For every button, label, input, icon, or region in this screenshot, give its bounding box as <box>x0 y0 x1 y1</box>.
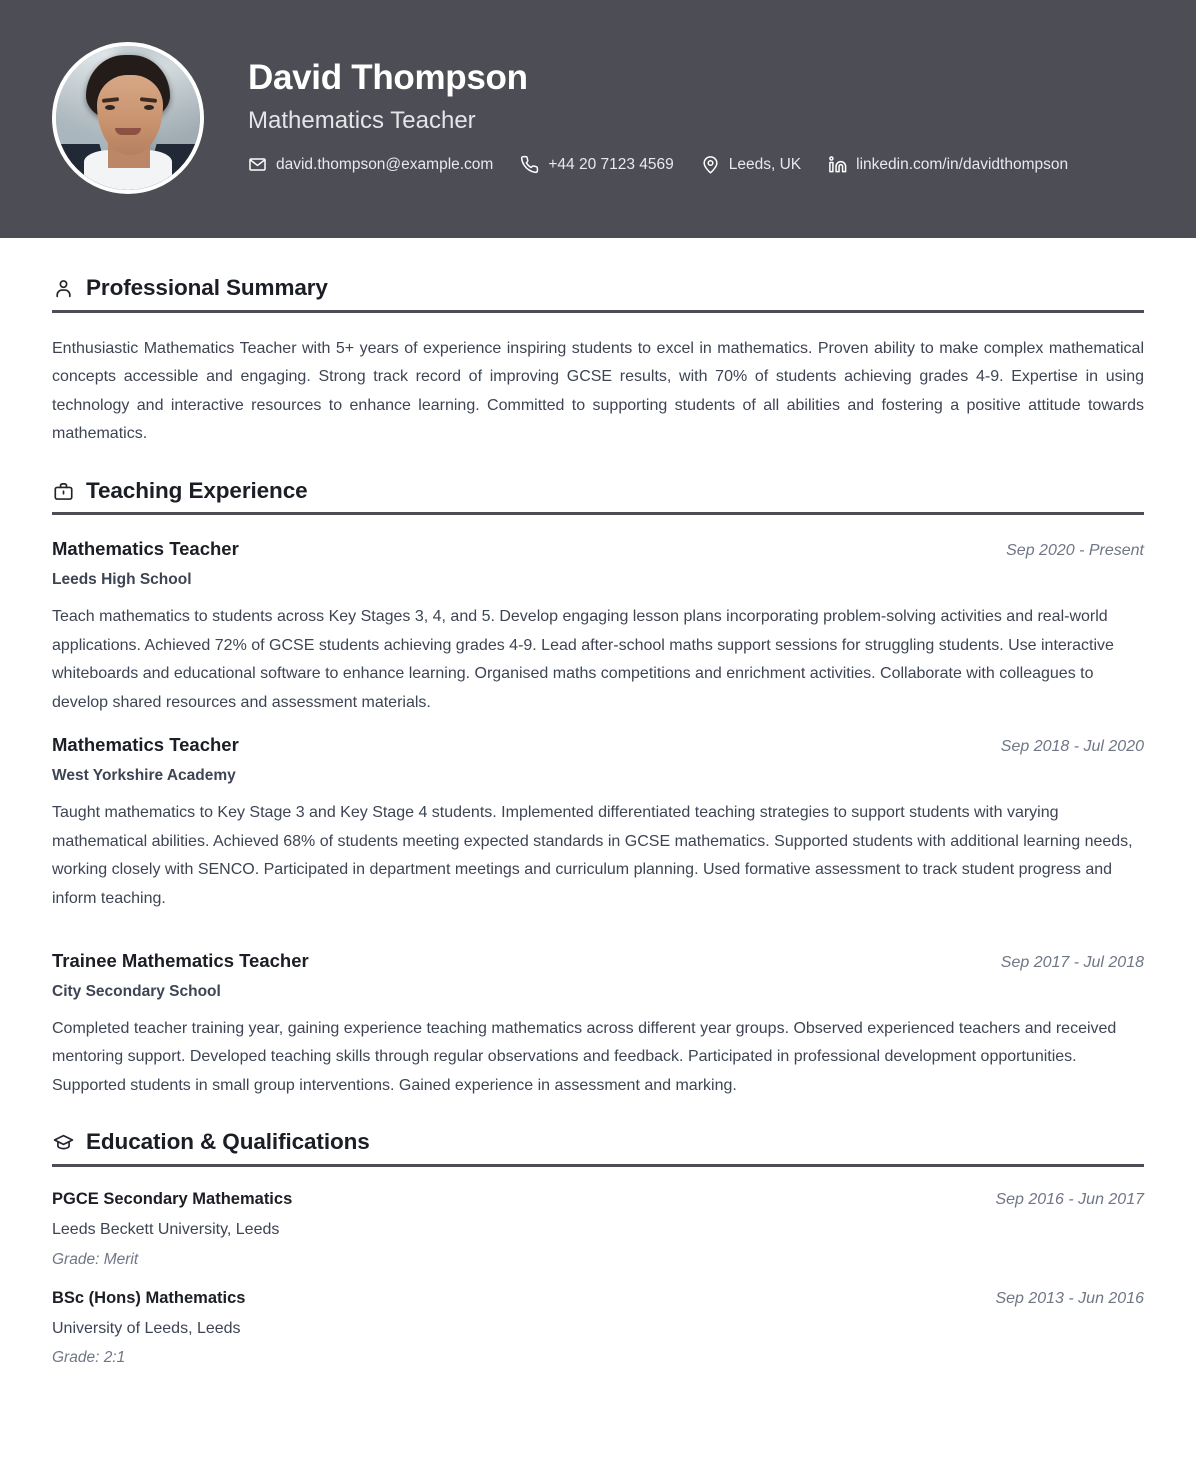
education-entry-header <box>52 1189 1144 1211</box>
section-header-summary <box>52 276 1144 313</box>
contact-phone-label: +44 20 7123 4569 <box>548 155 674 173</box>
experience-dates: Sep 2018 - Jul 2020 <box>1000 738 1144 756</box>
experience-description: Teach mathematics to students across Key Stages 3, 4, and 5. Develop engaging lesson plans incorporating problem-solving activities and real-world applications. Achieved 72% of GCSE students achieving grades 4-9. Lead after-school maths support sessions for struggling students. Use interactive whiteboards and educational software to enhance learning. Organised maths competitions and enrichment activities. Collaborate with colleagues to develop shared resources and assessment materials. <box>52 608 1114 711</box>
resume-header <box>0 0 1196 238</box>
experience-entry <box>52 733 1144 913</box>
experience-entry <box>52 949 1144 1100</box>
section-title-summary: Professional Summary <box>86 275 328 300</box>
education-dates: Sep 2013 - Jun 2016 <box>995 1289 1144 1307</box>
experience-dates: Sep 2017 - Jul 2018 <box>1000 954 1144 971</box>
experience-organisation: Leeds High School <box>52 571 192 589</box>
experience-entry <box>52 537 1144 717</box>
experience-organisation: City Secondary School <box>52 982 221 1000</box>
education-entry-header <box>52 1288 1144 1310</box>
map-pin-icon <box>701 155 720 174</box>
section-header-education <box>52 1130 1144 1167</box>
graduation-cap-icon <box>52 1132 74 1154</box>
section-teaching-experience <box>52 479 1144 1101</box>
resume-body <box>0 238 1196 1409</box>
section-education <box>52 1130 1144 1368</box>
experience-role: Trainee Mathematics Teacher <box>52 950 309 971</box>
avatar <box>52 42 204 194</box>
contact-location <box>701 155 801 174</box>
experience-role: Mathematics Teacher <box>52 538 239 560</box>
phone-icon <box>520 155 539 174</box>
experience-organisation: West Yorkshire Academy <box>52 766 236 784</box>
header-text-block <box>248 58 1144 178</box>
education-grade: Grade: 2:1 <box>52 1349 126 1367</box>
education-institution: University of Leeds, Leeds <box>52 1319 241 1337</box>
education-entry <box>52 1288 1144 1369</box>
section-title-experience: Teaching Experience <box>86 477 308 503</box>
candidate-job-title: Mathematics Teacher <box>248 107 476 135</box>
education-list <box>52 1189 1144 1368</box>
candidate-name: David Thompson <box>248 57 528 97</box>
section-header-experience <box>52 479 1144 516</box>
education-entry <box>52 1189 1144 1270</box>
section-professional-summary <box>52 276 1144 449</box>
contact-email-label: david.thompson@example.com <box>276 155 494 173</box>
education-grade: Grade: Merit <box>52 1250 139 1268</box>
experience-entry-header <box>52 733 1144 758</box>
education-institution: Leeds Beckett University, Leeds <box>52 1220 280 1238</box>
briefcase-icon <box>52 480 74 502</box>
experience-entry-header <box>52 949 1144 974</box>
experience-description: Completed teacher training year, gaining experience teaching mathematics across different year groups. Observed experienced teachers and received mentoring support. Developed teaching skills through regular observations and feedback. Participated in professional development opportunities. Supported students in small group interventions. Gained experience in assessment and marking. <box>52 1019 1117 1094</box>
contact-email[interactable] <box>248 155 493 174</box>
summary-text: Enthusiastic Mathematics Teacher with 5+ years of experience inspiring students to excel in mathematics. Proven ability to make complex mathematical concepts accessible and engaging. Strong track record of improving GCSE results, with 70% of students achieving grades 4-9. Expertise in using technology and interactive resources to enhance learning. Committed to supporting students of all abilities and fostering a positive attitude towards mathematics. <box>52 339 1144 443</box>
contact-linkedin-label: linkedin.com/in/davidthompson <box>856 155 1069 173</box>
contact-phone[interactable] <box>520 155 673 174</box>
experience-entry-header <box>52 537 1144 562</box>
experience-dates: Sep 2020 - Present <box>1006 542 1144 560</box>
portrait-photo <box>56 46 200 190</box>
education-qualification: BSc (Hons) Mathematics <box>52 1288 246 1307</box>
contact-location-label: Leeds, UK <box>728 155 802 173</box>
education-qualification: PGCE Secondary Mathematics <box>52 1190 293 1209</box>
contact-row <box>248 155 1144 174</box>
linkedin-icon <box>828 155 847 174</box>
experience-list <box>52 537 1144 1100</box>
education-dates: Sep 2016 - Jun 2017 <box>995 1191 1144 1209</box>
person-icon <box>52 277 74 299</box>
contact-linkedin[interactable] <box>828 155 1068 174</box>
experience-role: Mathematics Teacher <box>52 734 239 756</box>
section-title-education: Education & Qualifications <box>86 1129 370 1155</box>
experience-description: Taught mathematics to Key Stage 3 and Key Stage 4 students. Implemented differentiated teaching strategies to support students with varying mathematical abilities. Achieved 68% of students meeting expected standards in GCSE mathematics. Supported students with additional learning needs, working closely with SENCO. Participated in department meetings and curriculum planning. Used formative assessment to track student progress and inform teaching. <box>52 804 1133 907</box>
envelope-icon <box>248 155 267 174</box>
